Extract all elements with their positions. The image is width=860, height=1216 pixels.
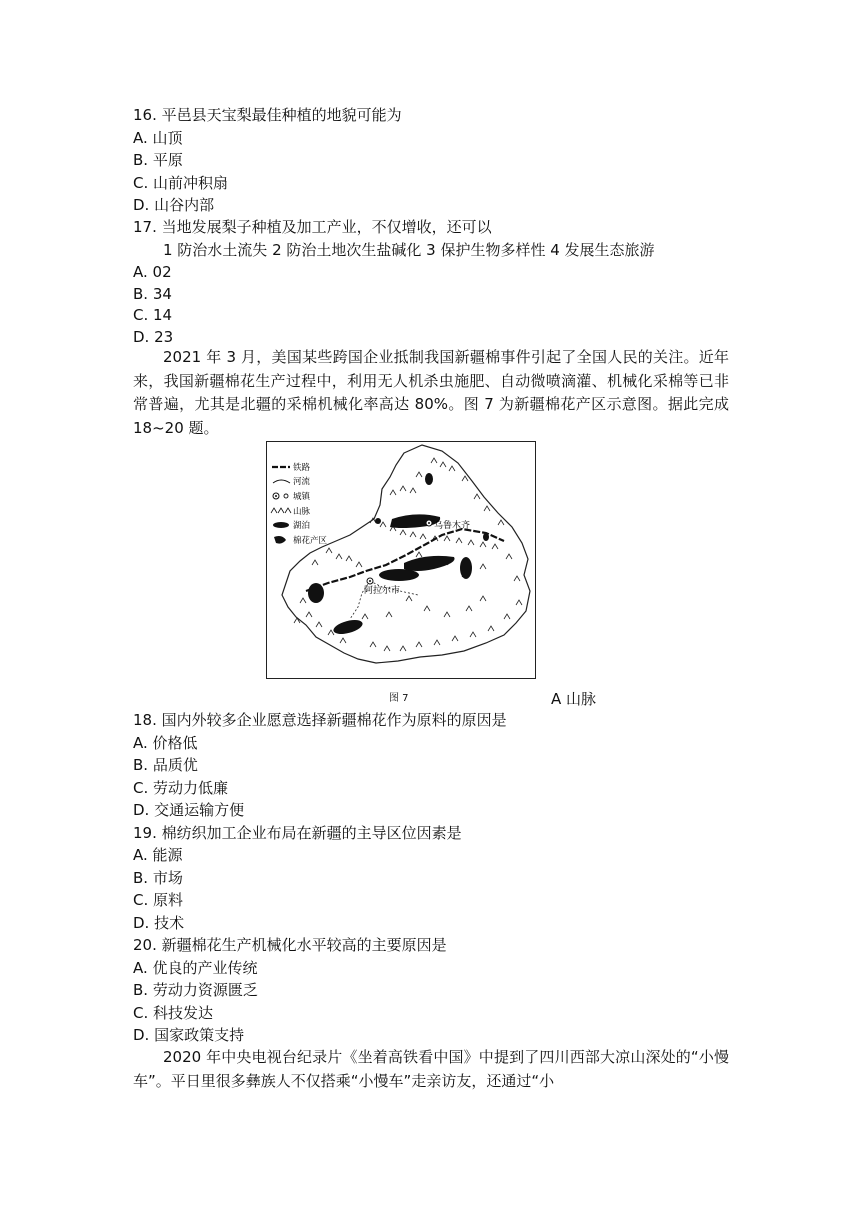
- q20-option-a: A. 优良的产业传统: [133, 959, 258, 977]
- passage-slow-train: 2020 年中央电视台纪录片《坐着高铁看中国》中提到了四川西部大凉山深处的“小慢车”。平日里很多彝族人不仅搭乘“小慢车”走亲访友，还通过“小: [133, 1048, 729, 1090]
- question-18-stem: 18. 国内外较多企业愿意选择新疆棉花作为原料的原因是: [133, 711, 507, 729]
- q18-option-d: D. 交通运输方便: [133, 801, 245, 819]
- question-17-stem: 17. 当地发展梨子种植及加工产业，不仅增收，还可以: [133, 218, 492, 236]
- xinjiang-cotton-map: [266, 441, 536, 679]
- city-label-urumqi: 乌鲁木齐: [434, 521, 471, 531]
- legend-mountain: 山脉: [293, 507, 311, 517]
- q20-option-b: B. 劳动力资源匮乏: [133, 981, 258, 999]
- q17-option-d: D. 23: [133, 328, 174, 346]
- q16-option-a: A. 山顶: [133, 129, 183, 147]
- question-16-stem: 16. 平邑县天宝梨最佳种植的地貌可能为: [133, 106, 402, 124]
- q18-option-c: C. 劳动力低廉: [133, 779, 229, 797]
- q19-option-b: B. 市场: [133, 869, 183, 887]
- q16-option-d: D. 山谷内部: [133, 196, 215, 214]
- passage-cotton: 2021 年 3 月，美国某些跨国企业抵制我国新疆棉事件引起了全国人民的关注。近年来，我国新疆棉花生产过程中，利用无人机杀虫施肥、自动微喷滴灌、机械化采棉等已非常普遍，尤其是北疆的采棉机械化率高达 80%。图 7 为新疆棉花产区示意图。据此完成 18~20 题。: [133, 348, 729, 437]
- q17-option-c: C. 14: [133, 306, 173, 324]
- q18-option-a: A. 价格低: [133, 734, 198, 752]
- q17-option-b: B. 34: [133, 285, 172, 303]
- q20-option-c: C. 科技发达: [133, 1004, 214, 1022]
- legend-railway: 铁路: [293, 463, 311, 473]
- legend-lake: 湖泊: [293, 521, 311, 531]
- q17-option-a: A. 02: [133, 263, 172, 281]
- q19-option-a: A. 能源: [133, 846, 183, 864]
- q16-option-c: C. 山前冲积扇: [133, 174, 229, 192]
- figure-caption: 图 7: [389, 693, 409, 704]
- legend-river: 河流: [293, 477, 311, 487]
- city-label-alar: 阿拉尔市: [364, 586, 401, 596]
- legend-town: 城镇: [293, 492, 311, 502]
- q16-option-b: B. 平原: [133, 151, 183, 169]
- q18-option-b: B. 品质优: [133, 756, 198, 774]
- side-label: A 山脉: [551, 690, 597, 708]
- question-19-stem: 19. 棉纺织加工企业布局在新疆的主导区位因素是: [133, 824, 462, 842]
- q17-statements: 1 防治水土流失 2 防治土地次生盐碱化 3 保护生物多样性 4 发展生态旅游: [163, 241, 655, 259]
- question-20-stem: 20. 新疆棉花生产机械化水平较高的主要原因是: [133, 936, 447, 954]
- q20-option-d: D. 国家政策支持: [133, 1026, 245, 1044]
- q19-option-d: D. 技术: [133, 914, 185, 932]
- q19-option-c: C. 原料: [133, 891, 184, 909]
- legend-cotton-area: 棉花产区: [293, 536, 328, 546]
